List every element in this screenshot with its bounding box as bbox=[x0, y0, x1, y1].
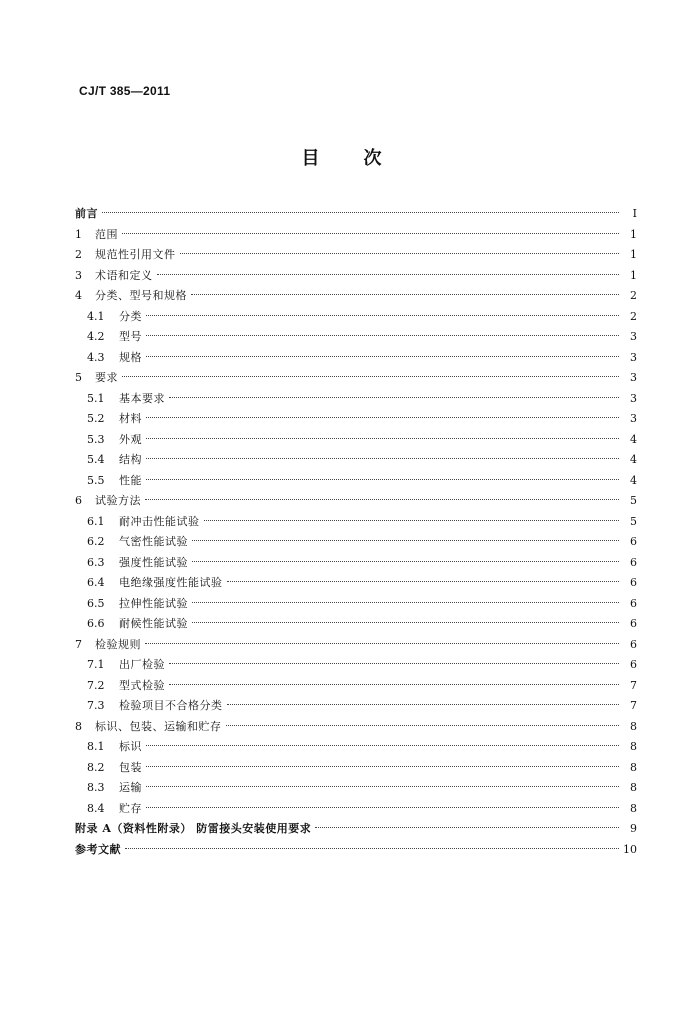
toc-entry[interactable] bbox=[75, 799, 637, 820]
toc-entry-label: 检验规则 bbox=[95, 637, 141, 651]
toc-entry[interactable] bbox=[75, 450, 637, 471]
toc-entry-page-number: 6 bbox=[630, 637, 637, 651]
dot-leader bbox=[146, 786, 619, 787]
toc-entry-label: 贮存 bbox=[119, 801, 142, 815]
toc-entry-number: 7.2 bbox=[87, 678, 105, 692]
dot-leader bbox=[146, 356, 619, 357]
toc-entry-number: 6.5 bbox=[87, 596, 105, 610]
toc-entry[interactable] bbox=[75, 225, 637, 246]
toc-entry-page-number: 2 bbox=[630, 289, 637, 302]
toc-entry[interactable] bbox=[75, 409, 637, 430]
toc-entry[interactable] bbox=[75, 307, 637, 328]
toc-entry-page-number: 9 bbox=[630, 822, 637, 835]
toc-entry-page-number: 3 bbox=[630, 330, 637, 343]
dot-leader bbox=[146, 766, 619, 767]
toc-entry-label: 分类、型号和规格 bbox=[95, 289, 187, 302]
toc-entry-label: 术语和定义 bbox=[95, 268, 153, 282]
dot-leader bbox=[146, 315, 619, 316]
dot-leader bbox=[146, 745, 619, 746]
toc-entry-label: 基本要求 bbox=[119, 391, 165, 405]
dot-leader bbox=[227, 581, 620, 582]
toc-entry-number: 5.5 bbox=[87, 473, 105, 487]
toc-entry-page-number: 10 bbox=[623, 842, 637, 856]
toc-entry-number: 4.3 bbox=[87, 350, 105, 364]
toc-entry-page-number: 8 bbox=[630, 719, 637, 733]
toc-entry[interactable] bbox=[75, 532, 637, 553]
dot-leader bbox=[192, 602, 619, 603]
toc-entry[interactable] bbox=[75, 655, 637, 676]
toc-entry[interactable] bbox=[75, 840, 637, 861]
toc-entry-label: 要求 bbox=[95, 371, 118, 384]
toc-entry-number: 1 bbox=[75, 227, 82, 241]
toc-entry[interactable] bbox=[75, 204, 637, 225]
toc-entry-label: 电绝缘强度性能试验 bbox=[119, 576, 223, 589]
toc-entry-label: 型号 bbox=[119, 330, 142, 343]
toc-entry-page-number: 8 bbox=[630, 781, 637, 794]
toc-title: 目次 bbox=[301, 148, 426, 169]
dot-leader bbox=[169, 397, 619, 398]
toc-entry[interactable] bbox=[75, 348, 637, 369]
toc-entry[interactable] bbox=[75, 696, 637, 717]
toc-entry-label: 外观 bbox=[119, 432, 142, 446]
dot-leader bbox=[180, 253, 620, 254]
dot-leader bbox=[146, 807, 619, 808]
toc-entry-label: 分类 bbox=[119, 309, 142, 323]
toc-entry-page-number: 3 bbox=[630, 371, 637, 384]
toc-entry[interactable] bbox=[75, 778, 637, 799]
toc-entry-page-number: 6 bbox=[630, 617, 637, 630]
toc-entry-label: 参考文献 bbox=[75, 842, 121, 856]
toc-entry-page-number: 1 bbox=[630, 227, 637, 241]
toc-entry-number: 5 bbox=[75, 371, 82, 384]
toc-entry[interactable] bbox=[75, 430, 637, 451]
toc-entry[interactable] bbox=[75, 819, 637, 840]
toc-entry[interactable] bbox=[75, 245, 637, 266]
toc-entry-number: 4.1 bbox=[87, 309, 105, 323]
dot-leader bbox=[145, 499, 619, 500]
toc-entry-page-number: 6 bbox=[630, 658, 637, 671]
toc-entry-page-number: 6 bbox=[630, 576, 637, 589]
dot-leader bbox=[157, 274, 620, 275]
toc-entry[interactable] bbox=[75, 368, 637, 389]
toc-entry-label: 耐冲击性能试验 bbox=[119, 514, 200, 528]
toc-entry[interactable] bbox=[75, 286, 637, 307]
toc-entry-label: 运输 bbox=[119, 781, 142, 794]
toc-entry-label: 结构 bbox=[119, 453, 142, 466]
toc-entry-number: 6.6 bbox=[87, 617, 105, 630]
toc-entry-number: 6.3 bbox=[87, 555, 105, 569]
dot-leader bbox=[227, 704, 620, 705]
toc-entry-number: 6.1 bbox=[87, 514, 105, 528]
toc-entry-label: 耐候性能试验 bbox=[119, 617, 188, 630]
toc-entry-label: 规范性引用文件 bbox=[95, 248, 176, 261]
table-of-contents bbox=[75, 204, 637, 860]
dot-leader bbox=[146, 438, 619, 439]
toc-entry-page-number: 3 bbox=[630, 350, 637, 364]
toc-entry-page-number: 7 bbox=[630, 699, 637, 712]
toc-entry-label: 型式检验 bbox=[119, 678, 165, 692]
toc-entry-page-number: 4 bbox=[630, 473, 637, 487]
toc-entry[interactable] bbox=[75, 635, 637, 656]
toc-entry-page-number: 1 bbox=[630, 248, 637, 261]
toc-entry[interactable] bbox=[75, 717, 637, 738]
toc-entry-number: 8.2 bbox=[87, 760, 105, 774]
toc-entry-page-number: I bbox=[632, 207, 637, 220]
toc-entry-label: 性能 bbox=[119, 473, 142, 487]
dot-leader bbox=[169, 663, 619, 664]
toc-entry-number: 4 bbox=[75, 289, 82, 302]
toc-entry[interactable] bbox=[75, 594, 637, 615]
toc-entry[interactable] bbox=[75, 614, 637, 635]
toc-entry-page-number: 4 bbox=[630, 453, 637, 466]
dot-leader bbox=[122, 233, 619, 234]
toc-entry-page-number: 6 bbox=[630, 555, 637, 569]
toc-entry-page-number: 2 bbox=[630, 309, 637, 323]
toc-entry-number: 4.2 bbox=[87, 330, 105, 343]
dot-leader bbox=[169, 684, 619, 685]
toc-entry-number: 8.1 bbox=[87, 740, 105, 753]
toc-entry-number: 2 bbox=[75, 248, 82, 261]
toc-entry-page-number: 4 bbox=[630, 432, 637, 446]
toc-entry-number: 8 bbox=[75, 719, 82, 733]
toc-entry[interactable] bbox=[75, 758, 637, 779]
toc-entry-page-number: 8 bbox=[630, 760, 637, 774]
toc-entry-page-number: 7 bbox=[630, 678, 637, 692]
toc-entry-label: 气密性能试验 bbox=[119, 535, 188, 548]
toc-entry-page-number: 8 bbox=[630, 740, 637, 753]
toc-entry[interactable] bbox=[75, 266, 637, 287]
toc-entry-label: 附录 A（资料性附录） 防雷接头安装使用要求 bbox=[75, 822, 312, 835]
toc-entry[interactable] bbox=[75, 573, 637, 594]
standard-code: CJ/T 385—2011 bbox=[79, 84, 171, 98]
dot-leader bbox=[192, 561, 619, 562]
toc-entry-number: 8.3 bbox=[87, 781, 105, 794]
toc-entry-label: 包装 bbox=[119, 760, 142, 774]
toc-entry-label: 标识 bbox=[119, 740, 142, 753]
toc-entry[interactable] bbox=[75, 327, 637, 348]
toc-entry[interactable] bbox=[75, 676, 637, 697]
toc-entry[interactable] bbox=[75, 471, 637, 492]
toc-entry-page-number: 5 bbox=[630, 494, 637, 507]
toc-entry-label: 前言 bbox=[75, 207, 98, 220]
toc-entry-number: 5.4 bbox=[87, 453, 105, 466]
toc-entry-label: 出厂检验 bbox=[119, 658, 165, 671]
toc-entry-label: 标识、包装、运输和贮存 bbox=[95, 719, 222, 733]
toc-entry-page-number: 6 bbox=[630, 596, 637, 610]
toc-entry-label: 材料 bbox=[119, 412, 142, 425]
dot-leader bbox=[146, 417, 619, 418]
toc-entry[interactable] bbox=[75, 512, 637, 533]
dot-leader bbox=[191, 294, 619, 295]
toc-entry-page-number: 8 bbox=[630, 801, 637, 815]
toc-entry-label: 强度性能试验 bbox=[119, 555, 188, 569]
toc-entry-page-number: 3 bbox=[630, 412, 637, 425]
toc-entry-number: 6.4 bbox=[87, 576, 105, 589]
dot-leader bbox=[145, 643, 619, 644]
dot-leader bbox=[204, 520, 620, 521]
toc-entry-label: 规格 bbox=[119, 350, 142, 364]
toc-entry[interactable] bbox=[75, 491, 637, 512]
dot-leader bbox=[192, 622, 619, 623]
dot-leader bbox=[146, 458, 619, 459]
toc-entry-number: 7.3 bbox=[87, 699, 105, 712]
dot-leader bbox=[226, 725, 620, 726]
dot-leader bbox=[146, 479, 619, 480]
toc-entry-page-number: 1 bbox=[630, 268, 637, 282]
toc-entry[interactable] bbox=[75, 737, 637, 758]
toc-entry-number: 8.4 bbox=[87, 801, 105, 815]
toc-entry-label: 范围 bbox=[95, 227, 118, 241]
toc-entry-number: 5.2 bbox=[87, 412, 105, 425]
toc-entry-number: 7 bbox=[75, 637, 82, 651]
toc-entry-number: 5.1 bbox=[87, 391, 105, 405]
toc-entry-number: 6.2 bbox=[87, 535, 105, 548]
dot-leader bbox=[315, 827, 619, 828]
toc-entry-page-number: 3 bbox=[630, 391, 637, 405]
toc-entry-label: 试验方法 bbox=[95, 494, 141, 507]
dot-leader bbox=[192, 540, 619, 541]
toc-entry[interactable] bbox=[75, 553, 637, 574]
toc-entry-number: 5.3 bbox=[87, 432, 105, 446]
dot-leader bbox=[122, 376, 619, 377]
toc-entry-label: 拉伸性能试验 bbox=[119, 596, 188, 610]
toc-entry-page-number: 5 bbox=[630, 514, 637, 528]
dot-leader bbox=[146, 335, 619, 336]
toc-entry-number: 7.1 bbox=[87, 658, 105, 671]
toc-entry[interactable] bbox=[75, 389, 637, 410]
toc-entry-number: 6 bbox=[75, 494, 82, 507]
dot-leader bbox=[102, 212, 619, 213]
toc-entry-label: 检验项目不合格分类 bbox=[119, 699, 223, 712]
dot-leader bbox=[125, 848, 619, 849]
toc-entry-number: 3 bbox=[75, 268, 82, 282]
toc-entry-page-number: 6 bbox=[630, 535, 637, 548]
